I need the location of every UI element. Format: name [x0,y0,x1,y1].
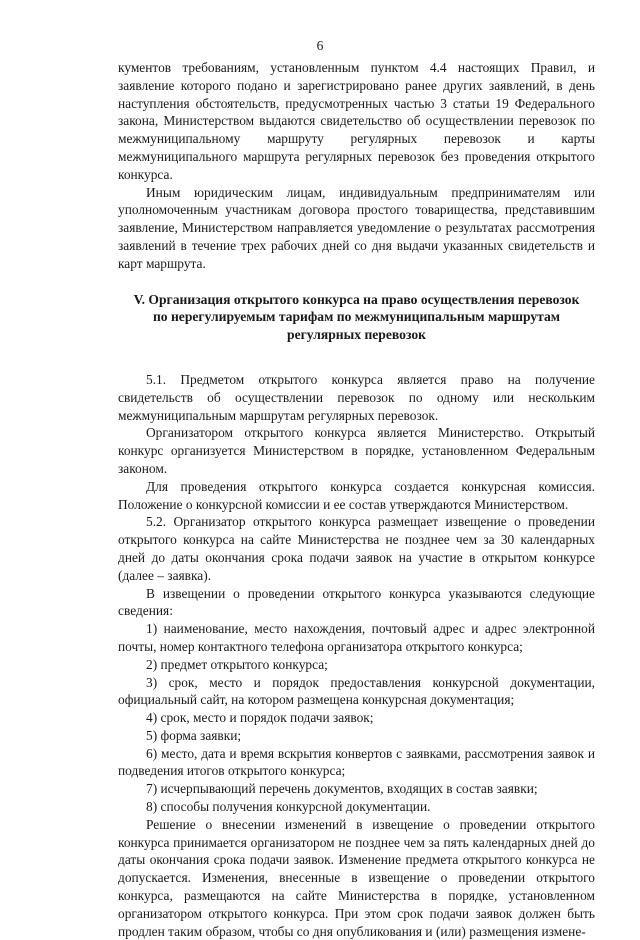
list-item: 1) наименование, место нахождения, почтовый адрес и адрес электронной почты, номер контактного телефона организатора открытого конкурса; [118,621,595,654]
section-title [118,291,595,344]
paragraph-5-1: 5.1. Предметом открытого конкурса является право на получение свидетельств об осуществлении перевозок по одному или нескольким межмуниципальным маршрутам регулярных перевозок. [118,371,595,423]
list-item: 6) место, дата и время вскрытия конвертов с заявками, рассмотрения заявок и подведения итогов открытого конкурса; [118,745,595,779]
section-title-line: V. Организация открытого конкурса на право осуществления перевозок [133,291,580,307]
paragraph: Для проведения открытого конкурса создается конкурсная комиссия. Положение о конкурсной комиссии и ее состав утверждаются Министерством. [118,478,595,512]
paragraph: Организатором открытого конкурса является Министерство. Открытый конкурс организуется Министерством в порядке, установленном Федеральным законом. [118,425,595,476]
page-number: 6 [316,38,324,53]
list-item: 3) срок, место и порядок предоставления конкурсной документации, официальный сайт, на котором размещена конкурсная документация; [118,674,595,708]
list-item: 2) предмет открытого конкурса; [146,656,328,672]
paragraph: Иным юридическим лицам, индивидуальным предпринимателям или уполномоченным участникам договора простого товарищества, представившим заявление, Министерством направляется уведомление о результатах рассмотрения заявлений в течение трех рабочих дней со дня выдачи указанных свидетельств и карт маршрута. [118,184,595,271]
list-item: 4) срок, место и порядок подачи заявок; [146,710,374,726]
list-item: 7) исчерпывающий перечень документов, входящих в состав заявки; [146,781,538,797]
paragraph-5-2: 5.2. Организатор открытого конкурса размещает извещение о проведении открытого конкурса на сайте Министерства не позднее чем за 30 календарных дней до даты окончания срока подачи заявок на участие в открытом конкурсе (далее – заявка). [118,514,595,583]
section-title-line: по нерегулируемым тарифам по межмуниципальным маршрутам [152,309,561,325]
list-item: 8) способы получения конкурсной документации. [146,799,431,815]
section-title-line: регулярных перевозок [287,327,426,343]
paragraph: В извещении о проведении открытого конкурса указываются следующие сведения: [118,585,595,619]
paragraph-continued: кументов требованиям, установленным пунктом 4.4 настоящих Правил, и заявление которого подано и зарегистрировано ранее других заявлений, в день наступления обстоятельств, предусмотренных частью 3 статьи 19 Федерального закона, Министерством выдаются свидетельство об осуществлении перевозок по межмуниципальному маршруту регулярных перевозок и карты межмуниципального маршрута регулярных перевозок без проведения открытого конкурса. [118,60,595,182]
paragraph: Решение о внесении изменений в извещение о проведении открытого конкурса принимается организатором не позднее чем за пять календарных дней до даты окончания срока подачи заявок. Изменение предмета открытого конкурса не допускается. Изменения, внесенные в извещение о проведении открытого конкурса, размещаются на сайте Министерства в порядке, установленном организатором открытого конкурса. При этом срок подачи заявок должен быть продлен таким образом, чтобы со дня опубликования и (или) размещения измене- [118,816,595,939]
document-body [118,59,595,940]
list-item: 5) форма заявки; [146,727,242,743]
